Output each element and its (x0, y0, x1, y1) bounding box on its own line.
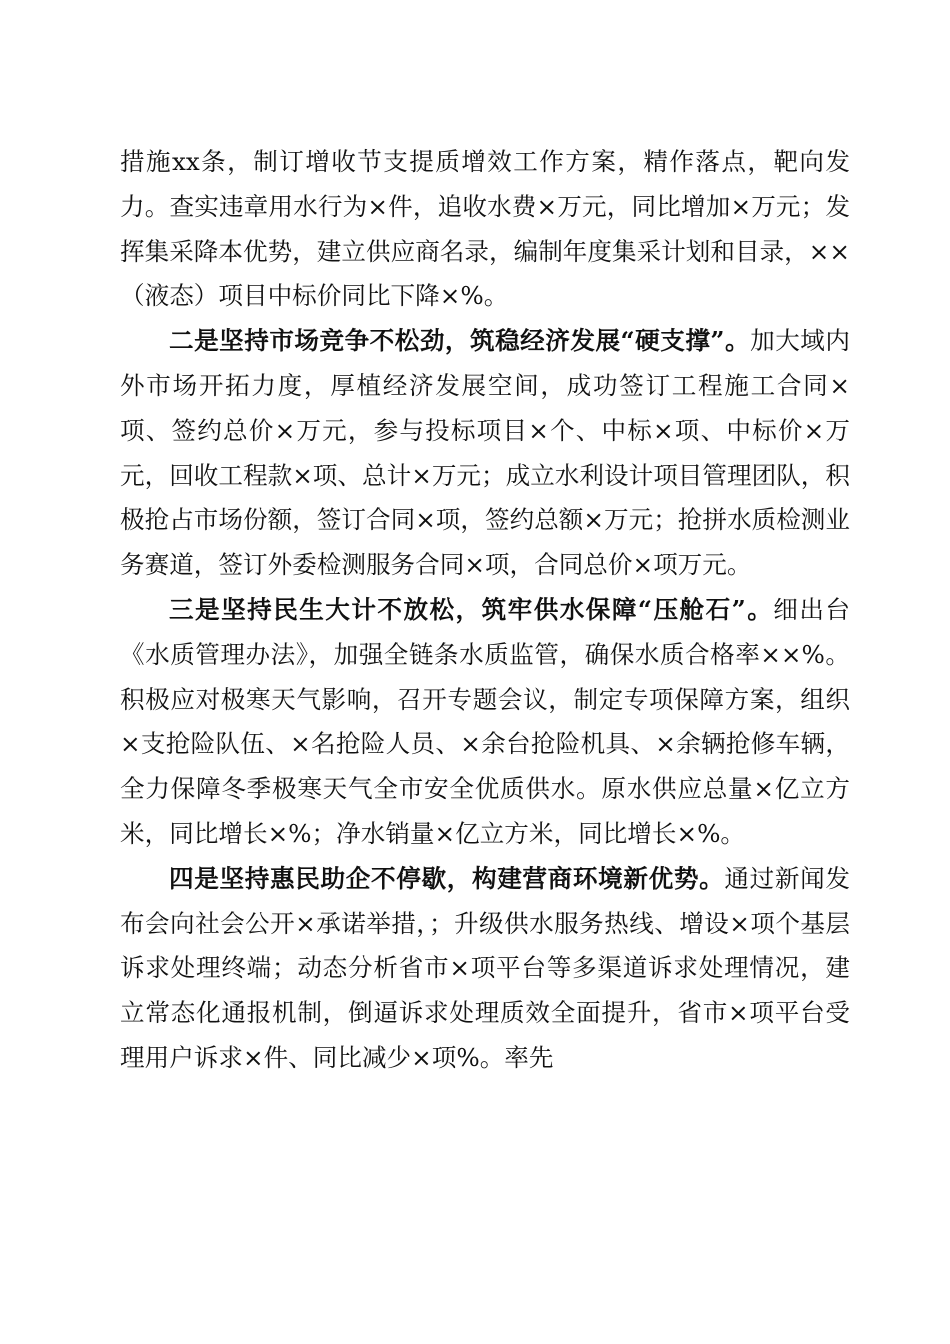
paragraph-body: 加大域内外市场开拓力度，厚植经济发展空间，成功签订工程施工合同×项、签约总价×万元，参与投标项目×个、中标×项、中标价×万元，回收工程款×项、总计×万元；成立水利设计项目管理团队，积极抢占市场份额，签订合同×项，签约总额×万元；抢拼水质检测业务赛道，签订外委检测服务合同×项，合同总价×项万元。 (120, 326, 850, 580)
paragraph-body: 通过新闻发布会向社会公开×承诺举措，；升级供水服务热线、增设×项个基层诉求处理终端；动态分析省市×项平台等多渠道诉求处理情况，建立常态化通报机制，倒逼诉求处理质效全面提升，省市×项平台受理用户诉求×件、同比减少×项%。率先 (120, 863, 850, 1072)
paragraph-four (120, 857, 850, 1081)
document-body (120, 140, 850, 1081)
paragraph-continued (120, 140, 850, 319)
paragraph-body: 细出台《水质管理办法》，加强全链条水质监管，确保水质合格率××%。积极应对极寒天气影响，召开专题会议，制定专项保障方案，组织×支抢险队伍、×名抢险人员、×余台抢险机具、×余辆抢修车辆，全力保障冬季极寒天气全市安全优质供水。原水供应总量×亿立方米，同比增长×%；净水销量×亿立方米，同比增长×%。 (120, 594, 850, 848)
paragraph-lead: 二是坚持市场竞争不松劲，筑稳经济发展“硬支撑”。 (169, 326, 751, 356)
paragraph-two (120, 319, 850, 588)
paragraph-body: 措施xx条，制订增收节支提质增效工作方案，精作落点，靶向发力。查实违章用水行为×件，追收水费×万元，同比增加×万元；发挥集采降本优势，建立供应商名录，编制年度集采计划和目录，××（液态）项目中标价同比下降×%。 (120, 147, 850, 311)
paragraph-lead: 三是坚持民生大计不放松，筑牢供水保障“压舱石”。 (169, 594, 774, 624)
paragraph-three (120, 588, 850, 857)
paragraph-lead: 四是坚持惠民助企不停歇，构建营商环境新优势。 (169, 863, 725, 893)
